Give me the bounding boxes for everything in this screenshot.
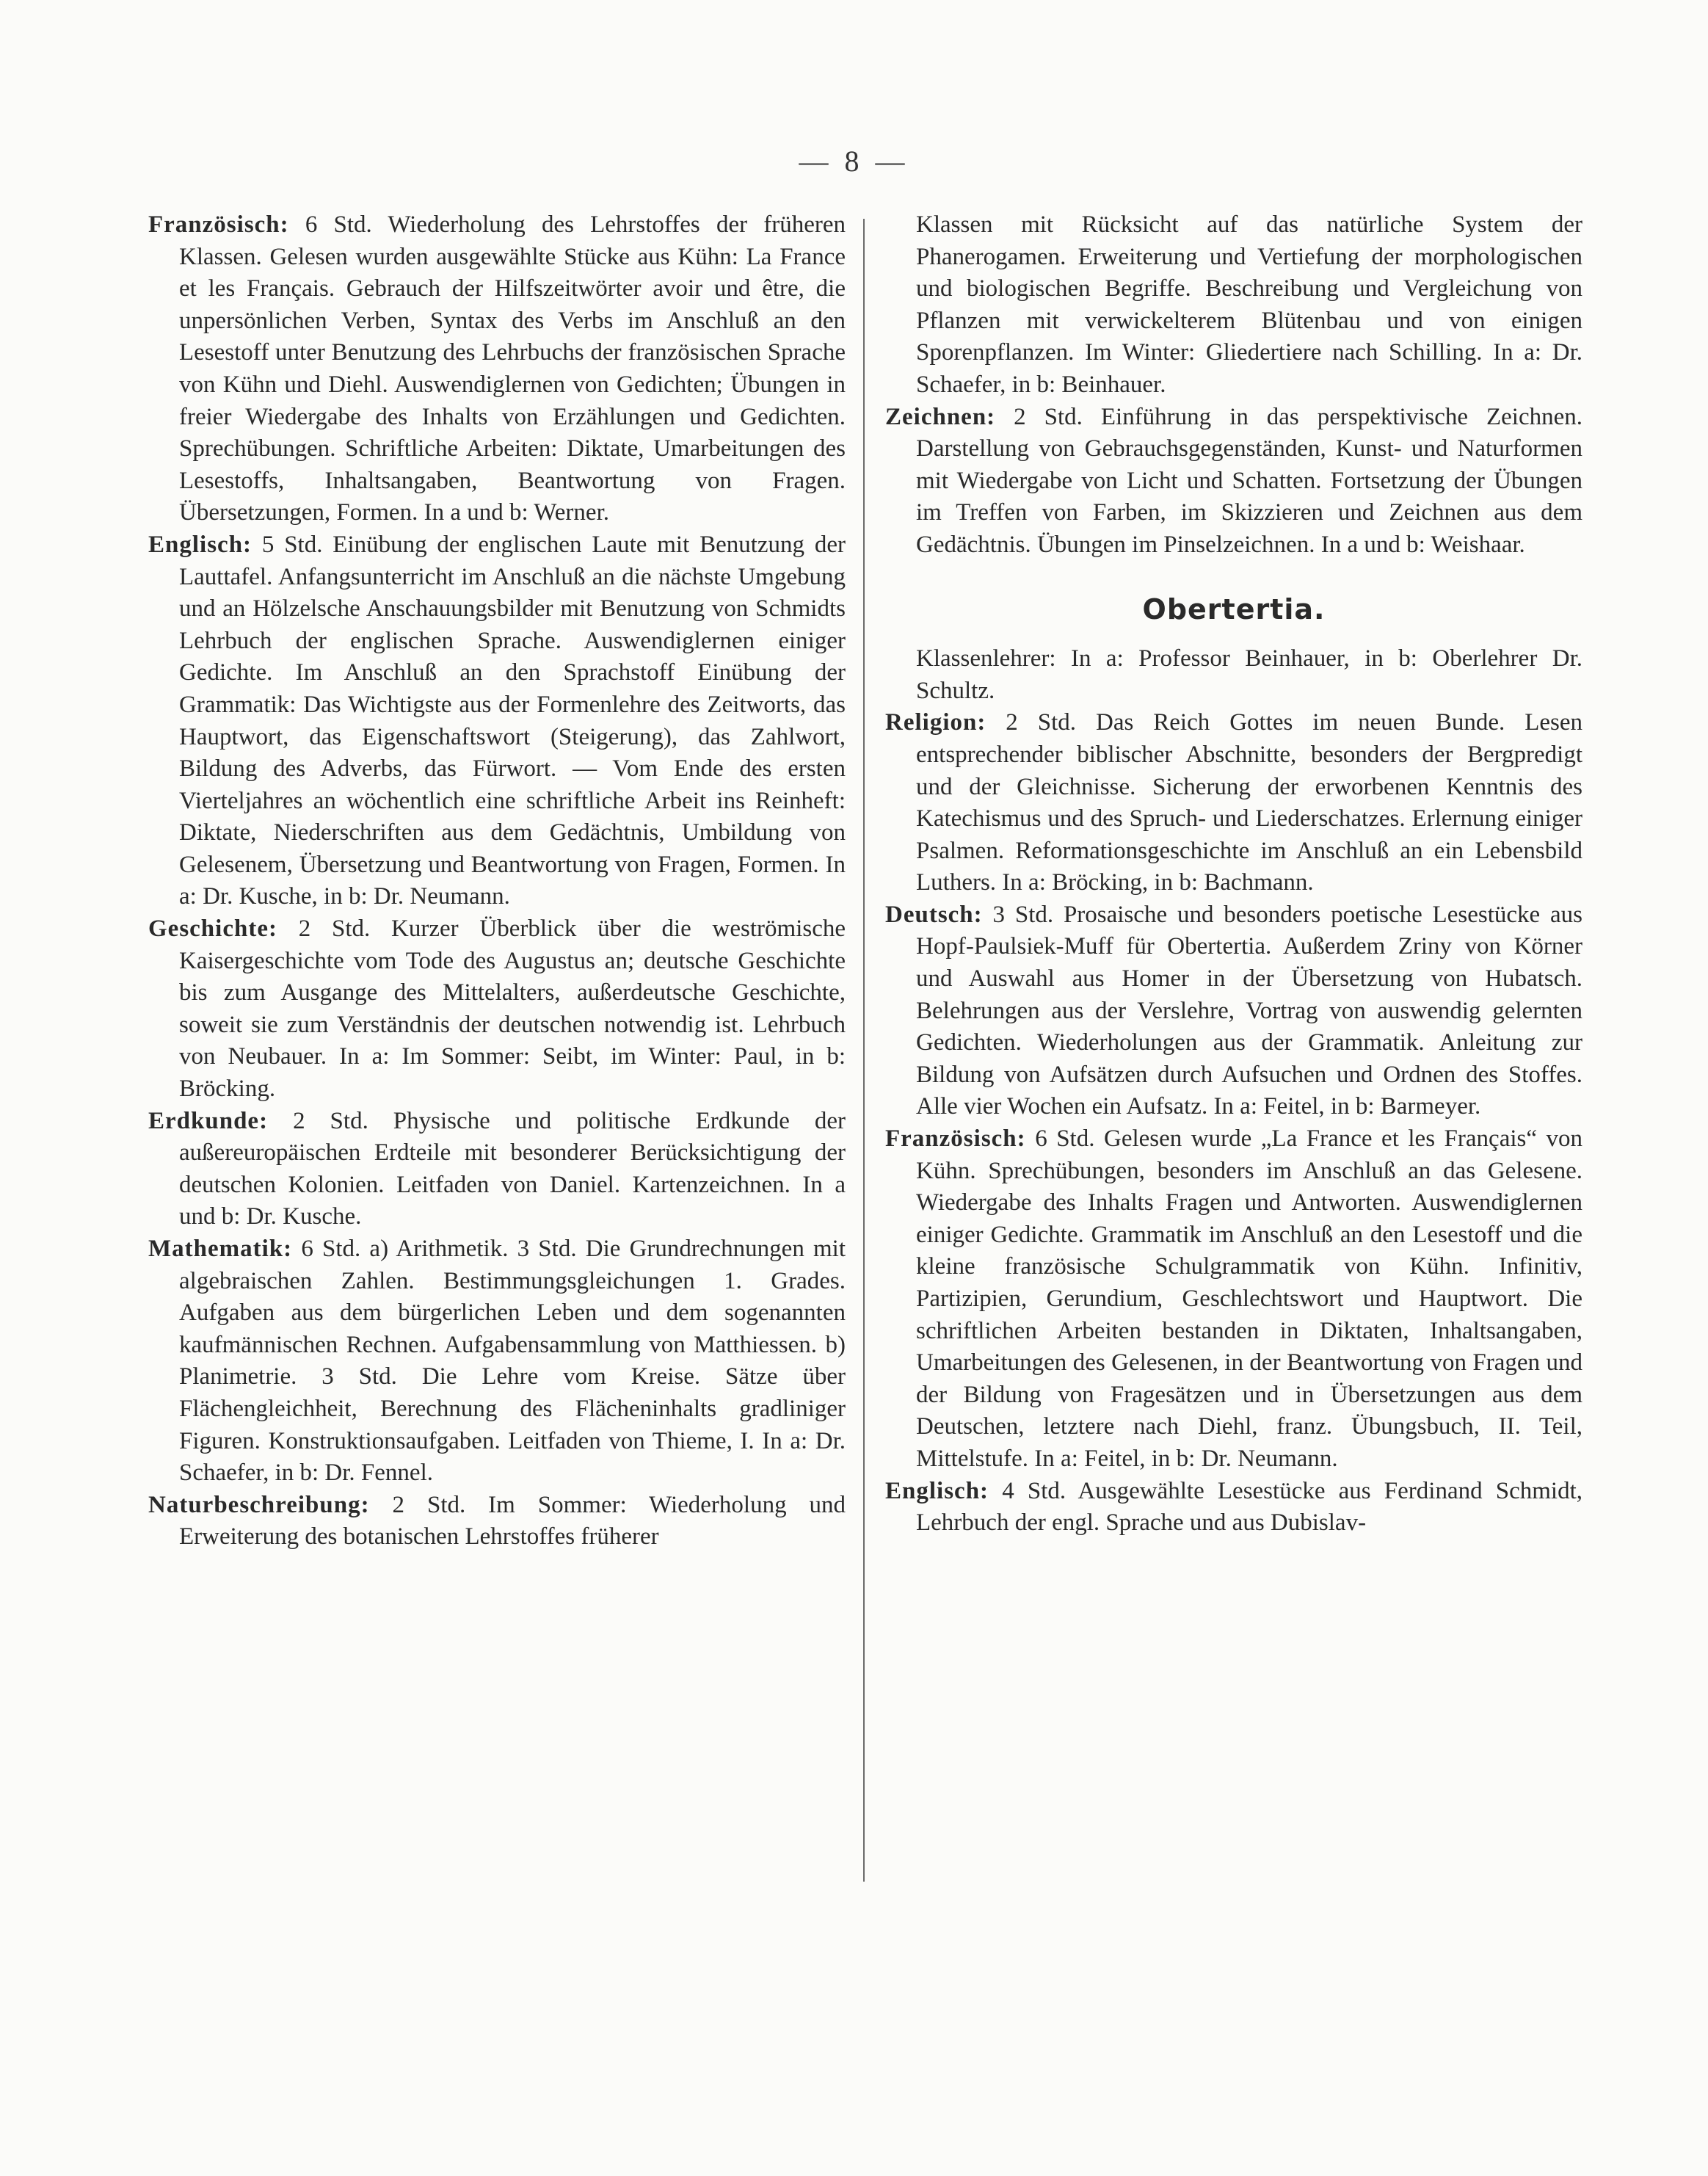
entry-zeichnen xyxy=(885,402,1582,562)
entry-heading: Geschichte: xyxy=(148,915,277,943)
entry-text: 2 Std. Im Sommer: Wiederholung und Erweiterung des botanischen Lehrstoffes früherer xyxy=(179,1491,846,1551)
entry-erdkunde xyxy=(148,1106,846,1233)
right-column xyxy=(885,209,1582,1539)
entry-heading: Mathematik: xyxy=(148,1236,293,1262)
entry-text: 2 Std. Das Reich Gottes im neuen Bunde. Lesen entsprechender biblischer Abschnitte, besonders der Bergpredigt und der Gleichnisse. Sicherung der erworbenen Kenntnis des Katechismus und des Spruch- und Liederschatzes. Erlernung einiger Psalmen. Reformationsgeschichte im Anschluß an ein Lebensbild Luthers. In a: Bröcking, in b: Bachmann. xyxy=(916,709,1583,896)
continuation-text: Klassen mit Rücksicht auf das natürliche System der Phanerogamen. Erweiterung und Vertiefung der morphologischen und biologischen Begriffe. Beschreibung und Vergleichung von Pflanzen mit verwickelterem Blütenbau und von einigen Sporenpflanzen. Im Winter: Gliedertiere nach Schilling. In a: Dr. Schaefer, in b: Beinhauer. xyxy=(916,211,1582,398)
page-number: — 8 — xyxy=(799,145,909,178)
section-title: Obertertia. xyxy=(1142,592,1326,625)
entry-deutsch xyxy=(885,899,1582,1123)
entry-text: 6 Std. Wiederholung des Lehrstoffes der früheren Klassen. Gelesen wurden ausgewählte Stücke aus Kühn: La France et les Français. Gebrauch der Hilfszeitwörter avoir und être, die unpersönlichen Verben, Syntax des Verbs im Anschluß an den Lesestoff unter Benutzung des Lehrbuchs der französischen Sprache von Kühn und Diehl. Auswendiglernen von Gedichten; Übungen in freier Wiedergabe des Inhalts von Erzählungen und Gedichten. Sprechübungen. Schriftliche Arbeiten: Diktate, Umarbeitungen des Lesestoffs, Inhaltsangaben, Beantwortung von Fragen. Übersetzungen, Formen. In a und b: Werner. xyxy=(179,211,846,526)
entry-heading: Englisch: xyxy=(148,531,252,558)
entry-text: 4 Std. Ausgewählte Lesestücke aus Ferdinand Schmidt, Lehrbuch der engl. Sprache und aus Dubislav- xyxy=(916,1477,1582,1537)
klassenlehrer: Klassenlehrer: In a: Professor Beinhauer, in b: Oberlehrer Dr. Schultz. xyxy=(916,645,1582,704)
entry-englisch-ot xyxy=(885,1476,1582,1539)
entry-heading: Naturbeschreibung: xyxy=(148,1491,370,1518)
entry-naturbeschreibung xyxy=(148,1490,846,1553)
entry-text: 3 Std. Prosaische und besonders poetische Lesestücke aus Hopf-Paulsiek-Muff für Obertertia. Außerdem Zriny von Körner und Auswahl aus Homer in der Übersetzung von Hubatsch. Belehrungen aus der Verslehre, Vortrag von auswendig gelernten Gedichten. Wiederholungen aus der Grammatik. Anleitung zur Bildung von Aufsätzen durch Aufsuchen und Ordnen des Stoffes. Alle vier Wochen ein Aufsatz. In a: Feitel, in b: Barmeyer. xyxy=(916,901,1582,1120)
entry-text: 2 Std. Physische und politische Erdkunde der außereuropäischen Erdteile mit besonderer Berücksichtigung der deutschen Kolonien. Leitfaden von Daniel. Kartenzeichnen. In a und b: Dr. Kusche. xyxy=(179,1107,846,1230)
entry-franzoesisch xyxy=(148,209,846,529)
entry-franzoesisch-ot xyxy=(885,1123,1582,1476)
entry-geschichte xyxy=(148,913,846,1106)
entry-text: 5 Std. Einübung der englischen Laute mit Benutzung der Lauttafel. Anfangsunterricht im Anschluß an die nächste Umgebung und an Hölzelsche Anschauungsbilder mit Benutzung von Schmidts Lehrbuch der englischen Sprache. Auswendiglernen einiger Gedichte. Im Anschluß an den Sprachstoff Einübung der Grammatik: Das Wichtigste aus der Formenlehre des Zeitworts, das Hauptwort, das Eigenschaftswort (Steigerung), das Zahlwort, Bildung des Adverbs, das Fürwort. — Vom Ende des ersten Vierteljahres an wöchentlich eine schriftliche Arbeit ins Reinheft: Diktate, Niederschriften aus dem Gedächtnis, Umbildung von Gelesenem, Übersetzung und Beantwortung von Fragen, Formen. In a: Dr. Kusche, in b: Dr. Neumann. xyxy=(179,531,846,910)
entry-heading: Erdkunde: xyxy=(148,1107,269,1134)
entry-heading: Französisch: xyxy=(885,1125,1026,1153)
left-column xyxy=(148,209,846,1553)
entry-text: 6 Std. a) Arithmetik. 3 Std. Die Grundrechnungen mit algebraischen Zahlen. Bestimmungsgleichungen 1. Grades. Aufgaben aus dem bürgerlichen Leben und dem sogenannten kaufmännischen Rechnen. Aufgabensammlung von Matthiessen. b) Planimetrie. 3 Std. Die Lehre vom Kreise. Sätze über Flächengleichheit, Berechnung des Flächeninhalts gradliniger Figuren. Konstruktionsaufgaben. Leitfaden von Thieme, I. In a: Dr. Schaefer, in b: Dr. Fennel. xyxy=(179,1236,846,1487)
entry-heading: Deutsch: xyxy=(885,901,983,928)
entry-text: 2 Std. Einführung in das perspektivische Zeichnen. Darstellung von Gebrauchsgegenständen, Kunst- und Naturformen mit Wiedergabe von Licht und Schatten. Fortsetzung der Übungen im Treffen von Farben, im Skizzieren und Zeichnen aus dem Gedächtnis. Übungen im Pinselzeichnen. In a und b: Weishaar. xyxy=(916,403,1583,558)
entry-text: 6 Std. Gelesen wurde „La France et les Français“ von Kühn. Sprechübungen, besonders im Anschluß an das Gelesene. Wiedergabe des Inhalts Fragen und Antworten. Auswendiglernen einiger Gedichte. Grammatik im Anschluß an den Lesestoff und die kleine französische Schulgrammatik von Kühn. Infinitiv, Partizipien, Gerundium, Geschlechtswort und Hauptwort. Die schriftlichen Arbeiten bestanden in Diktaten, Inhaltsangaben, Umarbeitungen des Gelesenen, in der Beantwortung von Fragen und der Bildung von Fragesätzen und in Übersetzungen aus dem Deutschen, letztere nach Diehl, franz. Übungsbuch, II. Teil, Mittelstufe. In a: Feitel, in b: Dr. Neumann. xyxy=(916,1125,1583,1472)
entry-mathematik xyxy=(148,1233,846,1490)
entry-heading: Religion: xyxy=(885,709,986,736)
entry-heading: Zeichnen: xyxy=(885,403,996,430)
column-divider xyxy=(863,219,865,1882)
entry-heading: Französisch: xyxy=(148,211,289,238)
entry-religion xyxy=(885,707,1582,899)
entry-englisch xyxy=(148,529,846,913)
entry-text: 2 Std. Kurzer Überblick über die weströmische Kaisergeschichte vom Tode des Augustus an; deutsche Geschichte bis zum Ausgange des Mittelalters, außerdeutsche Geschichte, soweit sie zum Verständnis der deutschen notwendig ist. Lehrbuch von Neubauer. In a: Im Sommer: Seibt, im Winter: Paul, in b: Bröcking. xyxy=(179,915,846,1103)
entry-heading: Englisch: xyxy=(885,1477,989,1504)
